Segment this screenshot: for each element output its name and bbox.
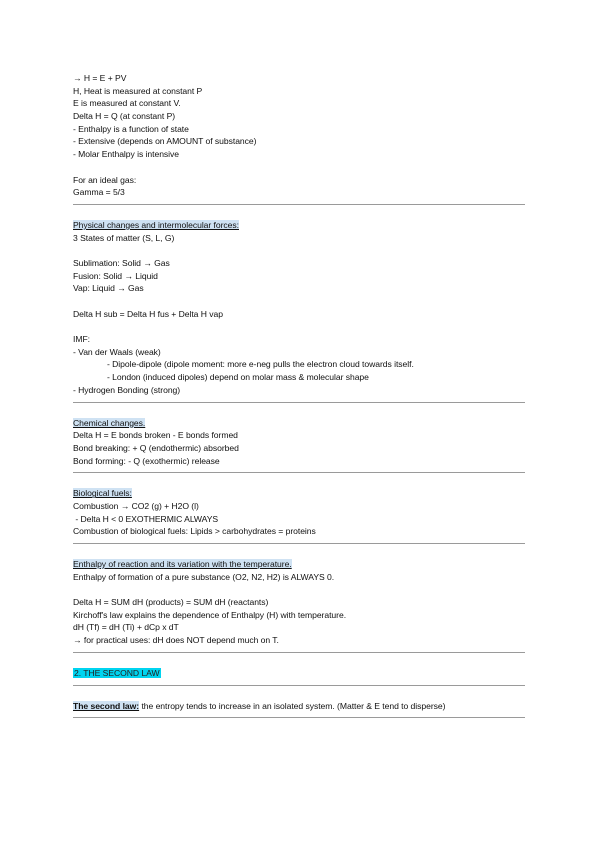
text-line: - Dipole-dipole (dipole moment: more e-neg pulls the electron cloud towards itself. (107, 359, 414, 370)
chapter-heading: 2. THE SECOND LAW (74, 667, 160, 678)
text-line: Delta H sub = Delta H fus + Delta H vap (73, 308, 223, 319)
text-line: - Enthalpy is a function of state (73, 123, 189, 134)
text-line: IMF: (73, 334, 90, 345)
section-heading: Chemical changes. (73, 417, 146, 428)
text-line: - Extensive (depends on AMOUNT of substance) (73, 136, 257, 147)
definition-text: the entropy tends to increase in an isolated system. (Matter & E tend to disperse) (139, 700, 446, 711)
horizontal-rule (73, 402, 525, 403)
text-line: Delta H = SUM dH (products) = SUM dH (reactants) (73, 597, 269, 608)
text-line: - Van der Waals (weak) (73, 346, 161, 357)
text-line: - Molar Enthalpy is intensive (73, 149, 180, 160)
text-line: Delta H = E bonds broken - E bonds formed (73, 430, 238, 441)
text-line: H, Heat is measured at constant P (73, 85, 203, 96)
text-line: → H = E + PV (73, 73, 127, 83)
text-line: E is measured at constant V. (73, 98, 181, 109)
text-line: dH (Tf) = dH (Ti) + dCp x dT (73, 622, 179, 633)
horizontal-rule (73, 204, 525, 205)
section-enthalpy-basics (73, 72, 525, 199)
text-line: → for practical uses: dH does NOT depend much on T. (73, 635, 279, 646)
text-line: Bond breaking: + Q (endothermic) absorbed (73, 442, 239, 453)
section-heading: Biological fuels: (73, 488, 132, 499)
text-line: Enthalpy of formation of a pure substance (O2, N2, H2) is ALWAYS 0. (73, 571, 335, 582)
text-line: - Delta H < 0 EXOTHERMIC ALWAYS (73, 513, 219, 524)
section-enthalpy-reaction (73, 558, 525, 647)
horizontal-rule (73, 685, 525, 686)
section-biological-fuels (73, 487, 525, 538)
horizontal-rule (73, 717, 525, 718)
text-line: Gamma = 5/3 (73, 187, 125, 198)
text-line: 3 States of matter (S, L, G) (73, 232, 175, 243)
text-line: Bond forming: - Q (exothermic) release (73, 455, 220, 466)
text-line: Vap: Liquid → Gas (73, 283, 144, 294)
text-line: Sublimation: Solid → Gas (73, 257, 170, 268)
horizontal-rule (73, 652, 525, 653)
text-line: - London (induced dipoles) depend on molar mass & molecular shape (107, 372, 369, 383)
horizontal-rule (73, 543, 525, 544)
text-line: Delta H = Q (at constant P) (73, 111, 176, 122)
document-page (73, 72, 525, 718)
section-heading: Enthalpy of reaction and its variation with the temperature. (73, 559, 292, 569)
horizontal-rule (73, 472, 525, 473)
section-second-law (73, 700, 525, 713)
term-label: The second law: (73, 700, 140, 711)
text-line: - Hydrogen Bonding (strong) (73, 384, 181, 395)
text-line: Combustion → CO2 (g) + H2O (l) (73, 500, 199, 511)
section-second-law-heading (73, 667, 525, 680)
text-line: For an ideal gas: (73, 174, 137, 185)
section-chemical-changes (73, 417, 525, 468)
text-line: Kirchoff's law explains the dependence of Enthalpy (H) with temperature. (73, 609, 347, 620)
text-line: Combustion of biological fuels: Lipids > carbohydrates = proteins (73, 526, 316, 537)
section-heading: Physical changes and intermolecular forces: (73, 219, 239, 230)
text-line: Fusion: Solid → Liquid (73, 270, 158, 281)
section-physical-changes (73, 219, 525, 397)
